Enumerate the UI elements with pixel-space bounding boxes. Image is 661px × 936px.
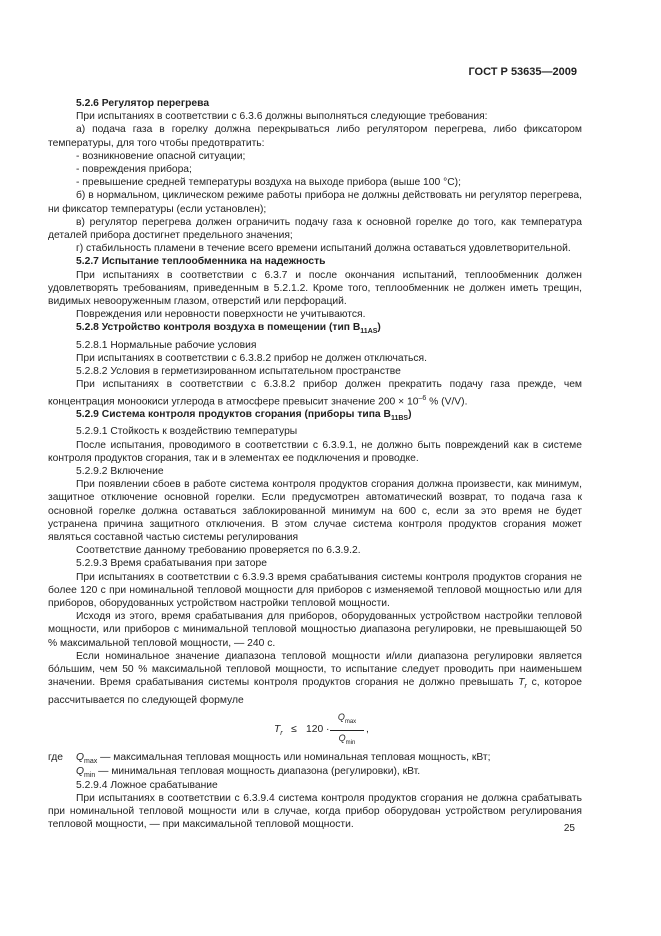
paragraph-text: Если номинальное значение диапазона тепловой мощности и/или диапазона регулировки является бо́льшим, чем 50 % максимальной тепловой мощности, то испытание следует проводить при наименьшем значении. Время срабатывания системы контроля продуктов сгорания не должно превышать — [48, 650, 582, 689]
paragraph: Повреждения или неровности поверхности не учитываются. — [76, 309, 366, 321]
paragraph: При испытаниях в соответствии с 6.3.7 и после окончания испытаний, теплообменник должен удовлетворять требованиям, приведенным в 5.2.1.2. Кроме того, теплообменник не должен иметь трещин, видимых невооруженным глазом, отверстий или перфораций. — [48, 269, 582, 308]
variable-subscript: r — [524, 683, 527, 691]
section-title-end: ) — [377, 322, 381, 334]
dash-item: - возникновение опасной ситуации; — [76, 150, 246, 162]
paragraph: После испытания, проводимого в соответствии с 6.3.9.1, не должно быть повреждений как в системе контроля продуктов сгорания, так и в элементах ее подключения и проводке. — [48, 439, 582, 464]
where-var: Q — [76, 765, 85, 777]
where-line-qmax — [48, 751, 582, 765]
formula-lhs-sub: r — [280, 729, 283, 737]
formula-relation: ≤ — [291, 723, 297, 735]
list-item-b: б) в нормальном, циклическом режиме работы прибора не должны действовать ни регулятор перегрева, ни фиксатор температуры (если установлен); — [48, 190, 582, 215]
section-title-end: ) — [408, 409, 412, 421]
where-var-sub: max — [84, 757, 98, 765]
paragraph: При испытаниях в соответствии с 6.3.8.2 прибор не должен отключаться. — [76, 352, 427, 364]
dash-item: - превышение средней температуры воздуха на выходе прибора (выше 100 °C); — [76, 177, 461, 189]
subsection-5-2-8-1-title: 5.2.8.1 Нормальные рабочие условия — [76, 339, 257, 351]
paragraph: Соответствие данному требованию проверяется по 6.3.9.2. — [76, 545, 361, 557]
numerator-var: Q — [337, 711, 345, 722]
numerator-sub: max — [344, 718, 357, 725]
where-var-sub: min — [84, 771, 96, 779]
paragraph-text-end: с, которое рассчитывается по следующей формуле — [48, 677, 582, 706]
paragraph: Исходя из этого, время срабатывания для приборов, оборудованных устройством настройки тепловой мощности, или приборов с минимальной тепловой мощностью диапазона регулировки, не превышающей 50 % максимальной тепловой мощности, — 240 с. — [48, 611, 582, 649]
paragraph-text-end: % (V/V). — [426, 395, 468, 407]
paragraph — [48, 650, 582, 707]
fraction-numerator — [330, 711, 364, 731]
response-time-formula — [48, 711, 582, 749]
list-item-v: в) регулятор перегрева должен ограничить подачу газа к основной горелке до того, как температура деталей прибора достигнет предельного значения; — [48, 216, 582, 242]
where-text: — максимальная тепловая мощность или номинальная тепловая мощность, кВт; — [97, 751, 491, 763]
paragraph — [48, 378, 582, 408]
denominator-var: Q — [338, 732, 346, 743]
formula-comma: , — [366, 723, 369, 735]
fraction-denominator — [330, 731, 364, 750]
formula-coefficient: 120 · — [306, 723, 330, 735]
section-5-2-6-title: 5.2.6 Регулятор перегрева — [76, 98, 210, 109]
where-definition — [76, 765, 420, 782]
where-line-qmin — [48, 765, 582, 779]
page-number: 25 — [563, 823, 575, 834]
paragraph: При появлении сбоев в работе система контроля продуктов сгорания должна произвести, как минимум, защитное отключение основной горелки. Если предусмотрен автоматический возврат, то подача газа к основной горелке должна оставаться заблокированной минимум на 600 с, если за это время не будет устранена причина защитного отключения. В этом случае система контроля продуктов сгорания может являться составной частью системы регулирования — [48, 479, 582, 544]
formula-fraction — [330, 711, 364, 750]
section-title-text: 5.2.9 Система контроля продуктов сгорания (приборы типа B — [76, 409, 391, 421]
paragraph: При испытаниях в соответствии с 6.3.6 должны выполняться следующие требования: — [76, 111, 488, 123]
denominator-sub: min — [345, 739, 356, 746]
variable: T — [518, 677, 525, 689]
paragraph: При испытаниях в соответствии с 6.3.9.3 время срабатывания системы контроля продуктов сгорания не более 120 с при номинальной тепловой мощности для приборов с изменяемой тепловой мощностью или для приборов, оборудованных устройством настройки тепловой мощности. — [48, 571, 582, 610]
paragraph: При испытаниях в соответствии с 6.3.9.4 система контроля продуктов сгорания не должна срабатывать при номинальной тепловой мощности или в случае, когда прибор оборудован устройством регулирования тепловой мощности, — при максимальной тепловой мощности. — [48, 792, 582, 831]
subsection-5-2-9-1-title: 5.2.9.1 Стойкость к воздействию температуры — [76, 426, 298, 438]
section-5-2-7-title: 5.2.7 Испытание теплообменника на надежность — [76, 256, 326, 268]
subsection-5-2-8-2-title: 5.2.8.2 Условия в герметизированном испытательном пространстве — [76, 366, 401, 378]
type-subscript: 11AS — [360, 328, 378, 336]
section-5-2-8-title — [48, 321, 582, 338]
subsection-5-2-9-2-title: 5.2.9.2 Включение — [76, 466, 164, 477]
where-var: Q — [76, 751, 85, 763]
subsection-5-2-9-4-title: 5.2.9.4 Ложное срабатывание — [76, 779, 218, 791]
list-item-a: а) подача газа в горелку должна перекрываться либо регулятором перегрева, либо фиксатором температуры, для того чтобы предотвратить: — [48, 124, 582, 149]
exponent: –6 — [418, 394, 427, 402]
type-subscript: 11BS — [390, 415, 409, 423]
list-item-g: г) стабильность пламени в течение всего времени испытаний должна оставаться удовлетворительной. — [76, 243, 571, 255]
formula-lhs-var: T — [274, 723, 281, 735]
document-body — [48, 97, 582, 832]
formula-lhs — [274, 723, 283, 740]
where-label: где — [48, 751, 64, 763]
section-5-2-9-title — [48, 408, 582, 425]
dash-item: - повреждения прибора; — [76, 164, 192, 176]
where-text: — минимальная тепловая мощность диапазона (регулировки), кВт. — [95, 765, 421, 777]
section-title-text: 5.2.8 Устройство контроля воздуха в помещении (тип B — [76, 322, 361, 334]
paragraph-text: При испытаниях в соответствии с 6.3.8.2 прибор должен прекратить подачу газа прежде, чем концентрация моноокиси углерода в атмосфере превысит значение 200 × 10 — [48, 379, 582, 407]
document-header: ГОСТ Р 53635—2009 — [468, 66, 577, 78]
subsection-5-2-9-3-title: 5.2.9.3 Время срабатывания при заторе — [76, 558, 267, 570]
